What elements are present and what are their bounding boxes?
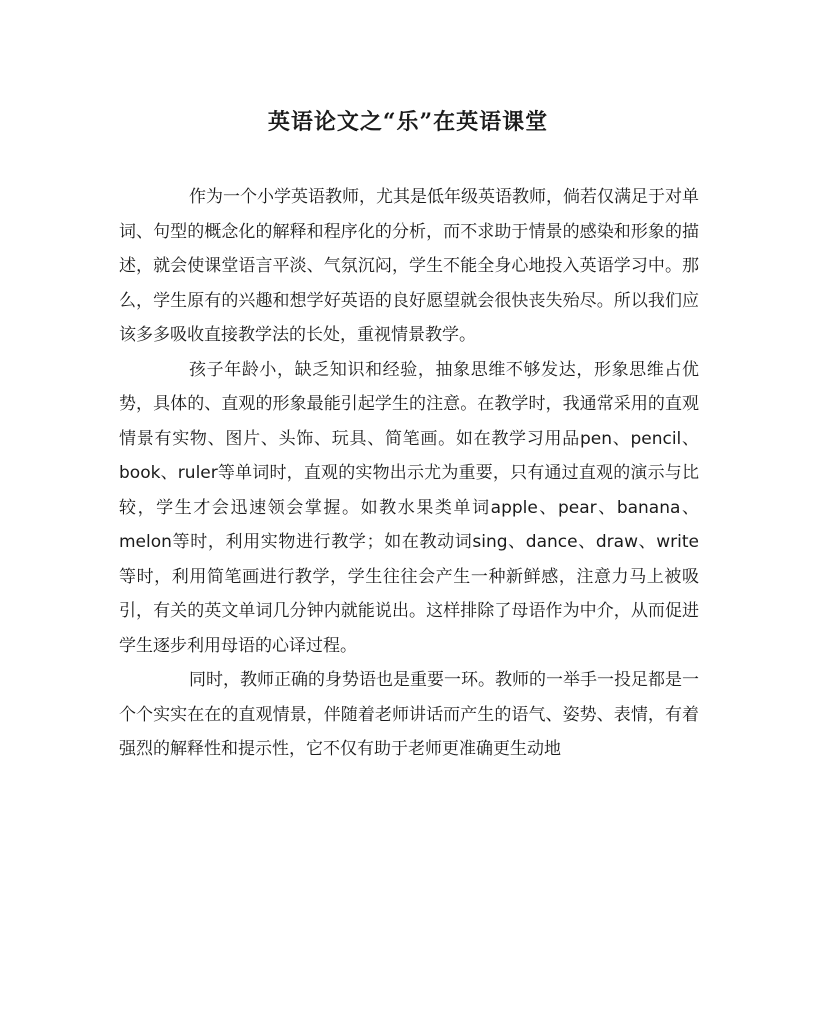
paragraph-visual-teaching: 孩子年龄小，缺乏知识和经验，抽象思维不够发达，形象思维占优势，具体的、直观的形象最能引起学生的注意。在教学时，我通常采用的直观情景有实物、图片、头饰、玩具、简笔画。如在教学习用品pen、pencil、book、ruler等单词时，直观的实物出示尤为重要，只有通过直观的演示与比较，学生才会迅速领会掌握。如教水果类单词apple、pear、banana、melon等时，利用实物进行教学；如在教动词sing、dance、draw、write等时，利用简笔画进行教学，学生往往会产生一种新鲜感，注意力马上被吸引，有关的英文单词几分钟内就能说出。这样排除了母语作为中介，从而促进学生逐步利用母语的心译过程。 [119,359,699,656]
paragraph-body-language: 同时，教师正确的身势语也是重要一环。教师的一举手一投足都是一个个实实在在的直观情景，伴随着老师讲话而产生的语气、姿势、表情，有着强烈的解释性和提示性，它不仅有助于老师更准确更生动地 [119,670,699,759]
paragraph-intro: 作为一个小学英语教师，尤其是低年级英语教师，倘若仅满足于对单词、句型的概念化的解释和程序化的分析，而不求助于情景的感染和形象的描述，就会使课堂语言平淡、气氛沉闷，学生不能全身心地投入英语学习中。那么，学生原有的兴趣和想学好英语的良好愿望就会很快丧失殆尽。所以我们应该多多吸收直接教学法的长处，重视情景教学。 [119,187,699,345]
document-title: 英语论文之“乐”在英语课堂 [267,109,549,135]
document-body [119,180,699,767]
